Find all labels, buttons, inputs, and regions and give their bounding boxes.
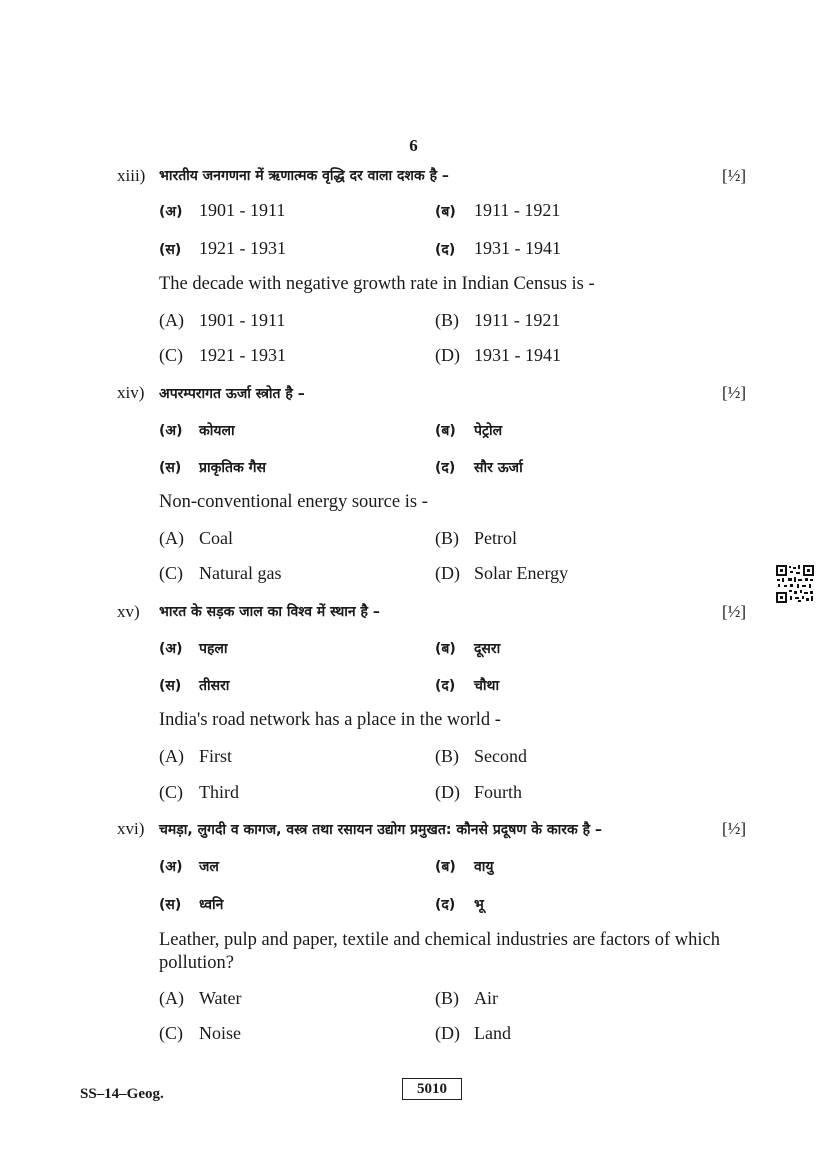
- option-english-a-text: Coal: [199, 528, 233, 548]
- marks: [½]: [722, 166, 747, 185]
- option-english-b-text: Petrol: [474, 528, 517, 548]
- option-english-a-label: (A): [159, 528, 184, 548]
- question-number: xiv): [117, 383, 145, 402]
- question-text-english-line1: Leather, pulp and paper, textile and chemical industries are factors of which: [159, 930, 720, 950]
- option-hindi-a-label: (अ): [159, 423, 183, 439]
- option-english-d-text: Fourth: [474, 782, 523, 802]
- option-hindi-a-label: (अ): [159, 859, 183, 875]
- option-english-d-text: Solar Energy: [474, 563, 569, 583]
- page-code-box: 5010: [402, 1078, 462, 1100]
- question-number: xvi): [117, 819, 145, 838]
- option-hindi-b-label: (ब): [435, 641, 456, 657]
- marks: [½]: [722, 383, 747, 402]
- question-text-english: Non-conventional energy source is -: [159, 492, 428, 512]
- page-number: 6: [409, 136, 418, 155]
- option-english-b-text: 1911 - 1921: [474, 310, 561, 330]
- option-hindi-b-label: (ब): [435, 423, 456, 439]
- question-text-english: India's road network has a place in the world -: [159, 710, 501, 730]
- option-hindi-b: (ब): [435, 204, 456, 220]
- option-hindi-b-label: (ब): [435, 859, 456, 875]
- option-hindi-d-label: (द): [435, 460, 456, 476]
- option-english-a-text: 1901 - 1911: [199, 310, 286, 330]
- option-hindi-d-text: सौर ऊर्जा: [474, 460, 523, 476]
- option-hindi-b-text: दूसरा: [474, 641, 501, 657]
- option-english-d-text: Land: [474, 1023, 511, 1043]
- option-hindi-a-text: जल: [199, 859, 219, 875]
- option-hindi-b-text: वायु: [474, 859, 494, 875]
- marks: [½]: [722, 602, 747, 621]
- option-hindi-a-text: कोयला: [199, 423, 235, 439]
- question-text-hindi: भारत के सड़क जाल का विश्व में स्थान है –: [159, 604, 380, 620]
- marks: [½]: [722, 819, 747, 838]
- option-hindi-c-text: ध्वनि: [199, 897, 224, 913]
- option-hindi-a-text: 1901 - 1911: [199, 200, 286, 220]
- option-english-a-label: (A): [159, 746, 184, 766]
- question-text-english: The decade with negative growth rate in Indian Census is -: [159, 274, 595, 294]
- option-english-b-label: (B): [435, 746, 459, 766]
- option-english-a-label: (A): [159, 310, 184, 330]
- option-english-c-label: (C): [159, 345, 183, 365]
- qr-code-icon: [776, 565, 814, 603]
- option-hindi-d-text: चौथा: [474, 678, 500, 694]
- question-text-hindi: अपरम्परागत ऊर्जा स्त्रोत है –: [159, 386, 305, 402]
- option-english-a-text: First: [199, 746, 233, 766]
- option-english-b-label: (B): [435, 528, 459, 548]
- question-text-english-line2: pollution?: [159, 953, 235, 973]
- option-hindi-c-text: प्राकृतिक गैस: [199, 460, 266, 476]
- option-english-b-label: (B): [435, 310, 459, 330]
- option-english-a-label: (A): [159, 988, 184, 1008]
- option-hindi-c-text: 1921 - 1931: [199, 238, 286, 258]
- option-english-c-label: (C): [159, 782, 183, 802]
- option-hindi-b-text: 1911 - 1921: [474, 200, 561, 220]
- option-hindi-c: (स): [159, 242, 182, 258]
- option-english-d-label: (D): [435, 563, 460, 583]
- paper-code: SS–14–Geog.: [80, 1086, 164, 1102]
- option-english-c-text: Noise: [199, 1023, 241, 1043]
- option-hindi-a-label: (अ): [159, 641, 183, 657]
- option-hindi-c-label: (स): [159, 897, 182, 913]
- option-hindi-d-text: 1931 - 1941: [474, 238, 561, 258]
- option-hindi-d-label: (द): [435, 678, 456, 694]
- option-english-c-text: 1921 - 1931: [199, 345, 286, 365]
- option-hindi-a: (अ): [159, 204, 183, 220]
- option-english-d-label: (D): [435, 1023, 460, 1043]
- option-hindi-c-label: (स): [159, 460, 182, 476]
- option-english-b-text: Air: [474, 988, 498, 1008]
- option-hindi-c-label: (स): [159, 678, 182, 694]
- option-hindi-c-text: तीसरा: [199, 678, 230, 694]
- option-hindi-d-text: भू: [474, 897, 484, 913]
- option-english-d-label: (D): [435, 782, 460, 802]
- option-english-c-label: (C): [159, 1023, 183, 1043]
- question-text-hindi: भारतीय जनगणना में ऋणात्मक वृद्धि दर वाला दशक है –: [159, 168, 449, 184]
- question-number: xiii): [117, 166, 146, 185]
- option-english-c-text: Natural gas: [199, 563, 282, 583]
- option-hindi-d: (द): [435, 242, 456, 258]
- option-english-b-text: Second: [474, 746, 527, 766]
- question-text-hindi: चमड़ा, लुगदी व कागज, वस्त्र तथा रसायन उद्योग प्रमुखत: कौनसे प्रदूषण के कारक है –: [159, 822, 602, 838]
- option-english-c-text: Third: [199, 782, 239, 802]
- option-english-d-text: 1931 - 1941: [474, 345, 561, 365]
- option-english-b-label: (B): [435, 988, 459, 1008]
- option-english-c-label: (C): [159, 563, 183, 583]
- question-number: xv): [117, 602, 140, 621]
- option-english-a-text: Water: [199, 988, 242, 1008]
- option-hindi-d-label: (द): [435, 897, 456, 913]
- option-hindi-b-text: पेट्रोल: [474, 423, 503, 439]
- option-hindi-a-text: पहला: [199, 641, 228, 657]
- option-english-d-label: (D): [435, 345, 460, 365]
